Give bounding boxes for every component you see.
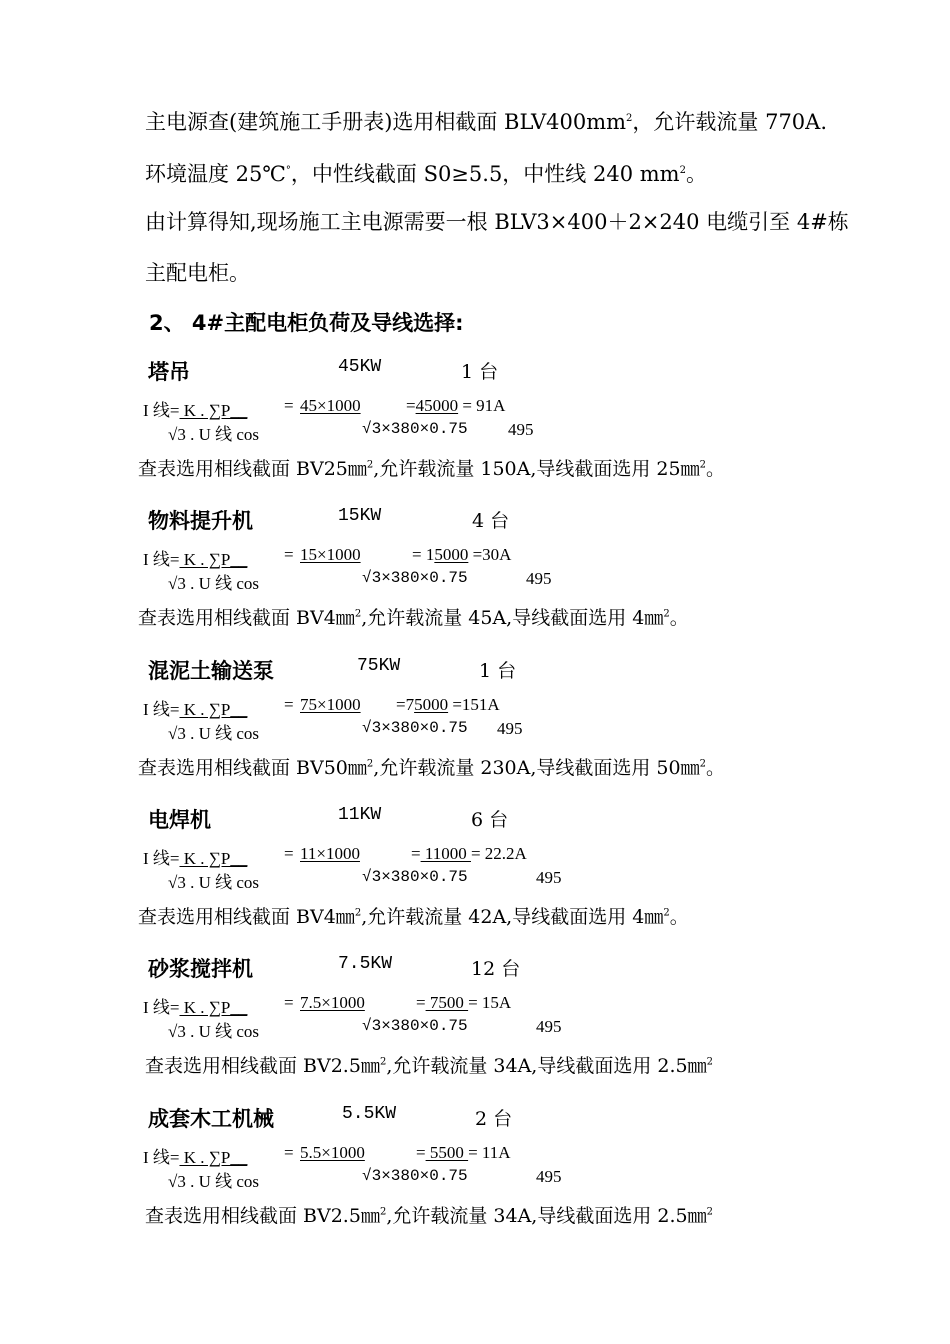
item-name: 成套木工机械 <box>148 1107 274 1131</box>
formula-root: √3×380×0.75 <box>362 420 468 438</box>
intro-text: ，中性线截面 S0≥5.5，中性线 240 mm <box>290 162 680 186</box>
result-line <box>138 902 689 929</box>
formula-quotient-numerator: 45000 <box>415 396 459 415</box>
formula-root: √3×380×0.75 <box>362 1017 468 1035</box>
intro-line-4: 主配电柜。 <box>145 261 250 285</box>
formula-eq2 <box>416 1143 511 1163</box>
formula-root: √3×380×0.75 <box>362 1167 468 1185</box>
formula-eq: = <box>284 695 294 714</box>
item-count: 2 台 <box>475 1108 513 1130</box>
result-end: 。 <box>705 757 725 779</box>
item-power: 15KW <box>338 506 382 526</box>
formula-eq2 <box>411 844 527 864</box>
formula-denominator-value: 495 <box>536 1167 562 1186</box>
item-count: 1 台 <box>461 361 499 383</box>
formula-line <box>143 695 247 720</box>
formula-result: = 11A <box>468 1143 511 1162</box>
formula-numerator: K . ∑P__ <box>179 1148 248 1167</box>
formula-label: I 线= <box>143 550 180 569</box>
section-heading: 2、 4#主配电柜负荷及导线选择: <box>149 311 464 335</box>
superscript: 2 <box>354 907 362 919</box>
superscript: 2 <box>706 1206 713 1218</box>
superscript: 2 <box>679 165 686 176</box>
formula-numerator: K . ∑P__ <box>179 998 248 1017</box>
formula-eq2 <box>406 396 505 416</box>
result-text: ,允许载流量 34A,导线截面选用 2.5㎜ <box>386 1055 707 1077</box>
formula-eq: = <box>284 545 294 564</box>
item-count: 6 台 <box>471 809 509 831</box>
superscript: 2 <box>626 113 633 124</box>
formula-denominator-value: 495 <box>526 569 552 588</box>
result-text: ,允许载流量 150A,导线截面选用 25㎜ <box>373 458 700 480</box>
formula-eq2-text: = <box>406 396 416 415</box>
item-count: 12 台 <box>471 958 521 980</box>
formula-eq: = <box>284 844 294 863</box>
formula-value-numerator: 15×1000 <box>300 545 361 564</box>
intro-text: 环境温度 25℃ <box>145 162 286 186</box>
result-line <box>138 753 725 780</box>
result-end: 。 <box>705 458 725 480</box>
formula-eq2-text: = <box>416 993 426 1012</box>
intro-text: ，允许载流量 770A. <box>632 110 828 134</box>
formula-result: = 15A <box>468 993 512 1012</box>
result-line <box>138 603 689 630</box>
formula-result: = 22.2A <box>470 844 527 863</box>
result-end: 。 <box>669 607 689 629</box>
formula-result: =30A <box>468 545 512 564</box>
result-line <box>145 1051 713 1078</box>
formula-eq2-text: = <box>416 1143 426 1162</box>
item-count: 4 台 <box>472 510 510 532</box>
formula-value-numerator: 7.5×1000 <box>300 993 365 1012</box>
formula-denominator: √3 . U 线 cos <box>168 1172 260 1191</box>
item-heading <box>148 1103 274 1133</box>
formula-denominator-value: 495 <box>497 719 523 738</box>
formula-quotient-numerator: 7500 <box>425 993 469 1012</box>
formula-root: √3×380×0.75 <box>362 569 468 587</box>
item-name: 塔吊 <box>148 360 190 384</box>
item-heading <box>148 505 253 535</box>
formula-line <box>143 545 247 570</box>
item-count: 1 台 <box>479 660 517 682</box>
result-line <box>145 1201 713 1228</box>
formula-eq2 <box>396 695 500 715</box>
formula-quotient-numerator: 5000 <box>434 545 469 564</box>
superscript: 2 <box>379 1206 387 1218</box>
item-name: 电焊机 <box>148 808 211 832</box>
formula-denominator-value: 495 <box>536 868 562 887</box>
intro-line-2 <box>145 158 707 188</box>
result-text: 查表选用相线截面 BV4㎜ <box>138 607 355 629</box>
formula-label: I 线= <box>143 849 180 868</box>
formula-line <box>143 993 247 1018</box>
formula-label: I 线= <box>143 998 180 1017</box>
formula-quotient-numerator: 5500 <box>425 1143 469 1162</box>
intro-line-1 <box>145 106 827 136</box>
item-heading <box>148 804 211 834</box>
formula-denominator-value: 495 <box>536 1017 562 1036</box>
formula-eq: = <box>284 1143 294 1162</box>
item-heading <box>148 953 253 983</box>
formula-label: I 线= <box>143 700 180 719</box>
formula-value-numerator: 75×1000 <box>300 695 361 714</box>
result-text: ,允许载流量 45A,导线截面选用 4㎜ <box>361 607 664 629</box>
formula-line <box>143 844 247 869</box>
formula-value-numerator: 5.5×1000 <box>300 1143 365 1162</box>
formula-eq: = <box>284 993 294 1012</box>
formula-quotient-numerator: 11000 <box>420 844 471 863</box>
item-name: 砂浆搅拌机 <box>148 957 253 981</box>
superscript: 2 <box>663 608 670 620</box>
result-text: ,允许载流量 42A,导线截面选用 4㎜ <box>361 906 664 928</box>
formula-root: √3×380×0.75 <box>362 868 468 886</box>
result-text: 查表选用相线截面 BV25㎜ <box>138 458 367 480</box>
intro-text: 。 <box>685 162 707 186</box>
formula-eq2-text: =7 <box>396 695 415 714</box>
result-end: 。 <box>669 906 689 928</box>
item-power: 5.5KW <box>342 1104 397 1124</box>
formula-numerator: K . ∑P__ <box>179 849 248 868</box>
formula-label: I 线= <box>143 401 180 420</box>
item-heading <box>148 655 274 685</box>
result-line <box>138 454 725 481</box>
intro-text: 主电源查(建筑施工手册表)选用相截面 BLV400mm <box>145 110 627 134</box>
formula-result: = 91A <box>458 396 506 415</box>
formula-result: =151A <box>448 695 500 714</box>
superscript: 2 <box>354 608 362 620</box>
formula-eq2-text: = 1 <box>412 545 435 564</box>
superscript: 2 <box>699 459 706 471</box>
formula-denominator: √3 . U 线 cos <box>168 873 260 892</box>
superscript: 2 <box>663 907 670 919</box>
item-power: 75KW <box>357 656 401 676</box>
formula-line <box>143 396 247 421</box>
result-text: 查表选用相线截面 BV2.5㎜ <box>145 1205 380 1227</box>
result-text: 查表选用相线截面 BV4㎜ <box>138 906 355 928</box>
formula-eq2 <box>412 545 511 565</box>
formula-line <box>143 1143 247 1168</box>
result-text: ,允许载流量 230A,导线截面选用 50㎜ <box>373 757 700 779</box>
result-text: 查表选用相线截面 BV50㎜ <box>138 757 367 779</box>
formula-numerator: K . ∑P__ <box>179 401 248 420</box>
formula-eq2 <box>416 993 511 1013</box>
result-text: ,允许载流量 34A,导线截面选用 2.5㎜ <box>386 1205 707 1227</box>
formula-quotient-numerator: 5000 <box>414 695 449 714</box>
item-power: 45KW <box>338 357 382 377</box>
formula-value-numerator: 11×1000 <box>300 844 360 863</box>
formula-eq: = <box>284 396 294 415</box>
formula-denominator: √3 . U 线 cos <box>168 574 260 593</box>
superscript: 2 <box>699 758 706 770</box>
formula-numerator: K . ∑P__ <box>179 700 248 719</box>
intro-line-3: 由计算得知,现场施工主电源需要一根 BLV3×400＋2×240 电缆引至 4#栋 <box>145 210 849 234</box>
formula-label: I 线= <box>143 1148 180 1167</box>
item-name: 物料提升机 <box>148 509 253 533</box>
formula-root: √3×380×0.75 <box>362 719 468 737</box>
result-text: 查表选用相线截面 BV2.5㎜ <box>145 1055 380 1077</box>
item-power: 11KW <box>338 805 382 825</box>
superscript: 2 <box>379 1056 387 1068</box>
superscript: 2 <box>366 459 374 471</box>
superscript: 2 <box>366 758 374 770</box>
superscript: ° <box>285 165 291 176</box>
item-name: 混泥土输送泵 <box>148 659 274 683</box>
formula-value-numerator: 45×1000 <box>300 396 361 415</box>
formula-denominator: √3 . U 线 cos <box>168 425 260 444</box>
item-heading <box>148 356 190 386</box>
formula-denominator-value: 495 <box>508 420 534 439</box>
item-power: 7.5KW <box>338 954 393 974</box>
formula-denominator: √3 . U 线 cos <box>168 724 260 743</box>
formula-numerator: K . ∑P__ <box>179 550 248 569</box>
formula-denominator: √3 . U 线 cos <box>168 1022 260 1041</box>
superscript: 2 <box>706 1056 713 1068</box>
formula-eq2-text: = <box>411 844 421 863</box>
